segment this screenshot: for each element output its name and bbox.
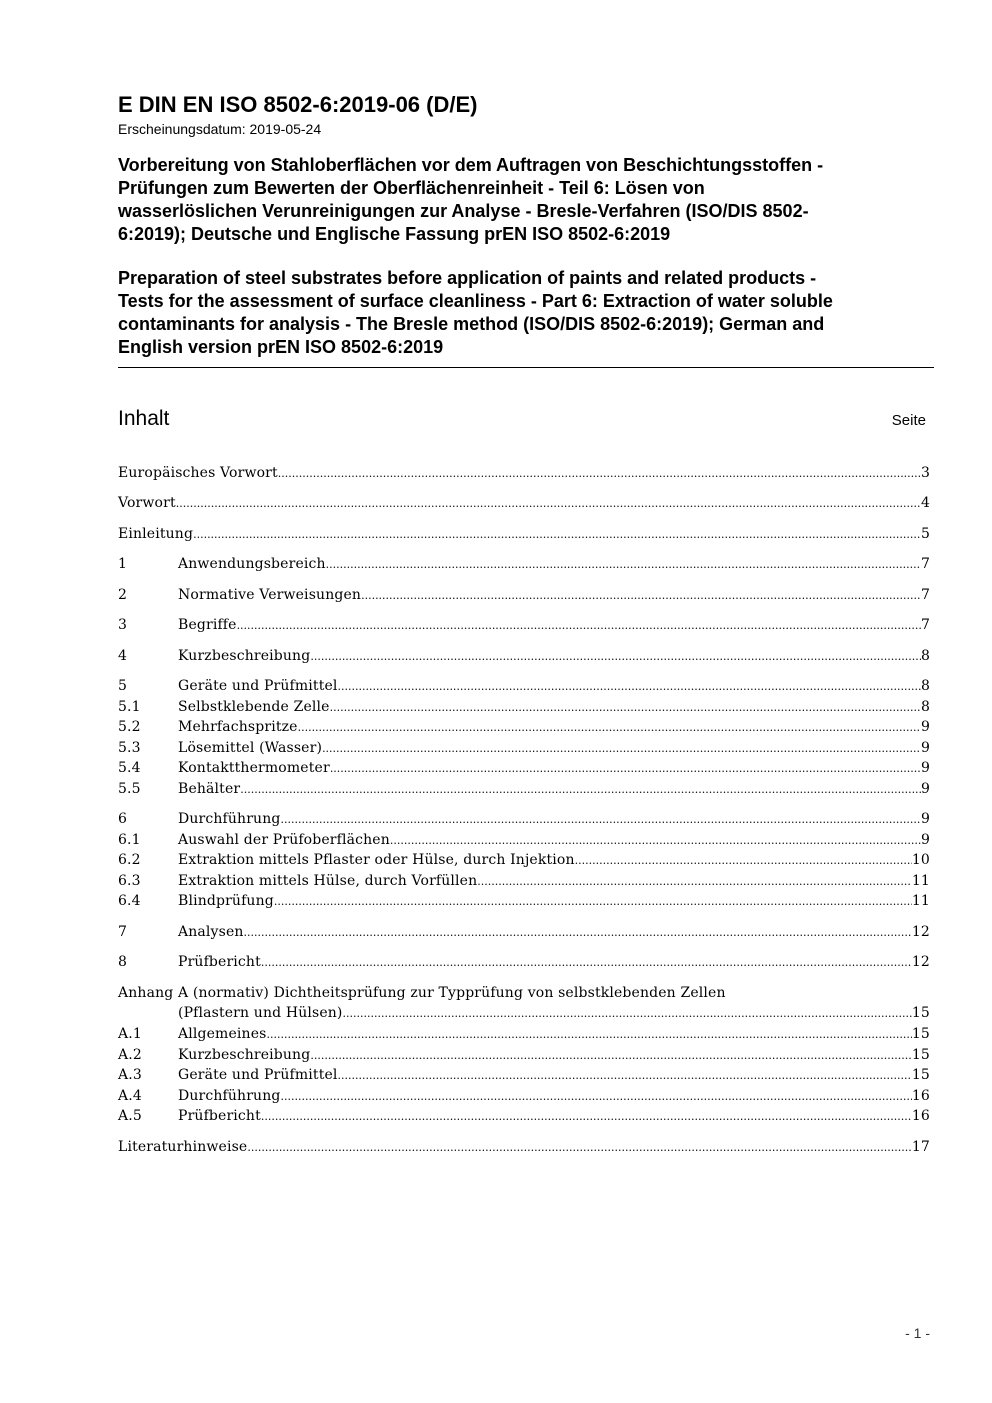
toc-entry[interactable] [118,872,930,891]
toc-entry-number: 7 [118,924,128,940]
page-number: - 1 - [905,1325,930,1341]
toc-entry-number: 4 [118,648,128,664]
toc-entry[interactable] [118,677,930,696]
toc-entry-title: Geräte und Prüfmittel [178,678,338,694]
toc-entry-number: 5.3 [118,740,141,756]
toc-entry-number: 8 [118,954,128,970]
title-german-line: Vorbereitung von Stahloberflächen vor dem Auftragen von Beschichtungsstoffen - [118,155,824,175]
toc-entry[interactable] [118,1138,930,1157]
toc-entry[interactable] [118,494,930,513]
toc-dot-leader [261,953,912,972]
toc-dot-leader [298,718,921,737]
title-german [118,154,934,246]
toc-entry[interactable] [118,616,930,635]
toc-dot-leader [310,647,921,666]
toc-dot-leader [193,525,921,544]
toc-entry[interactable] [118,464,930,483]
toc-entry-number: 5.5 [118,781,141,797]
toc-entry-page: 12 [911,954,930,970]
contents-heading: Inhalt [118,407,170,430]
toc-entry-number: 3 [118,617,128,633]
toc-entry-title: Prüfbericht [178,954,261,970]
toc-entry-number: A.2 [118,1047,142,1063]
toc-entry-number: 6 [118,811,128,827]
header-divider [118,367,934,368]
toc-entry-page: 9 [920,719,930,735]
toc-entry-page: 3 [920,465,930,481]
toc-dot-leader [330,698,921,717]
toc-entry[interactable] [118,586,930,605]
toc-entry-title: Kurzbeschreibung [178,1047,311,1063]
toc-entry[interactable] [118,739,930,758]
toc-entry-page: 7 [920,556,930,572]
toc-entry-number: A.1 [118,1026,142,1042]
toc-entry-title: (Pflastern und Hülsen) [178,1005,343,1021]
toc-entry-page: 10 [911,852,930,868]
toc-entry-page: 15 [911,1026,930,1042]
toc-dot-leader [244,923,912,942]
toc-entry-title: Allgemeines [178,1026,267,1042]
toc-entry-title: Kontaktthermometer [178,760,330,776]
toc-entry-number: 6.3 [118,873,141,889]
title-german-line: wasserlöslichen Verunreinigungen zur Analyse - Bresle-Verfahren (ISO/DIS 8502- [118,201,809,221]
toc-entry[interactable] [118,718,930,737]
toc-dot-leader [281,810,921,829]
title-english [118,267,934,359]
contents-header [118,406,926,436]
toc-entry-title: Lösemittel (Wasser) [178,740,323,756]
toc-entry-number: 6.2 [118,852,141,868]
toc-dot-leader [326,555,921,574]
toc-dot-leader [338,677,921,696]
toc-entry-page: 9 [920,740,930,756]
toc-entry-title: Anwendungsbereich [178,556,326,572]
toc-entry-page: 9 [920,832,930,848]
toc-entry-page: 15 [911,1047,930,1063]
toc-entry[interactable] [118,525,930,544]
toc-dot-leader [477,872,912,891]
toc-entry[interactable] [118,923,930,942]
toc-entry[interactable] [118,1046,930,1065]
toc-entry-title: Extraktion mittels Pflaster oder Hülse, durch Injektion [178,852,575,868]
toc-dot-leader [267,1025,912,1044]
toc-entry-page: 12 [911,924,930,940]
toc-entry-title: Kurzbeschreibung [178,648,311,664]
title-german-line: 6:2019); Deutsche und Englische Fassung prEN ISO 8502-6:2019 [118,224,671,244]
title-english-line: Tests for the assessment of surface cleanliness - Part 6: Extraction of water soluble [118,291,833,311]
toc-entry[interactable] [118,647,930,666]
title-german-line: Prüfungen zum Bewerten der Oberflächenreinheit - Teil 6: Lösen von [118,178,705,198]
toc-entry[interactable] [118,1107,930,1126]
toc-entry-page: 16 [911,1108,930,1124]
toc-entry-title: Einleitung [118,526,194,542]
toc-entry-title: Mehrfachspritze [178,719,298,735]
toc-dot-leader [361,586,921,605]
toc-entry-title: Blindprüfung [178,893,274,909]
title-english-line: English version prEN ISO 8502-6:2019 [118,337,444,357]
toc-entry-page: 9 [920,781,930,797]
toc-entry[interactable] [118,831,930,850]
toc-entry-page: 8 [920,648,930,664]
toc-entry-page: 11 [911,893,930,909]
toc-dot-leader [575,851,912,870]
toc-entry-title: Begriffe [178,617,237,633]
toc-entry[interactable] [118,1025,930,1044]
document-header [118,92,934,359]
toc-entry[interactable] [118,780,930,799]
toc-entry-page: 17 [911,1139,930,1155]
toc-dot-leader [343,1004,912,1023]
toc-entry-title: Selbstklebende Zelle [178,699,330,715]
toc-entry-page: 8 [920,678,930,694]
toc-entry[interactable] [118,851,930,870]
toc-dot-leader [390,831,921,850]
toc-dot-leader [281,1087,912,1106]
toc-entry-page: 16 [911,1088,930,1104]
toc-entry-title: Behälter [178,781,241,797]
toc-dot-leader [261,1107,912,1126]
toc-dot-leader [274,892,912,911]
toc-entry[interactable] [118,1087,930,1106]
toc-dot-leader [247,1138,912,1157]
toc-entry[interactable] [118,953,930,972]
toc-entry-title: Geräte und Prüfmittel [178,1067,338,1083]
toc-entry-title: Normative Verweisungen [178,587,362,603]
publication-date: Erscheinungsdatum: 2019-05-24 [118,121,322,137]
toc-entry-number: A.5 [118,1108,142,1124]
toc-entry-page: 9 [920,760,930,776]
toc-entry-page: 8 [920,699,930,715]
toc-entry[interactable] [118,759,930,778]
toc-entry-page: 11 [911,873,930,889]
toc-entry-page: 15 [911,1005,930,1021]
toc-entry-number: 1 [118,556,128,572]
toc-dot-leader [338,1066,912,1085]
toc-entry-title: Prüfbericht [178,1108,261,1124]
toc-entry-title: Extraktion mittels Hülse, durch Vorfüllen [178,873,478,889]
annex-heading[interactable]: Anhang A (normativ) Dichtheitsprüfung zur Typprüfung von selbstklebenden Zellen [118,985,726,1001]
toc-entry-page: 7 [920,587,930,603]
title-english-line: Preparation of steel substrates before application of paints and related products - [118,268,817,288]
toc-entry-page: 5 [920,526,930,542]
toc-entry-page: 9 [920,811,930,827]
page-column-label: Seite [891,412,926,429]
toc-dot-leader [322,739,921,758]
toc-dot-leader [310,1046,912,1065]
toc-entry-title: Vorwort [118,495,176,511]
toc-entry[interactable] [118,555,930,574]
toc-entry[interactable] [118,810,930,829]
toc-entry[interactable] [118,1004,930,1023]
toc-entry[interactable] [118,698,930,717]
toc-dot-leader [278,464,921,483]
toc-entry-title: Durchführung [178,811,281,827]
toc-dot-leader [240,780,921,799]
toc-entry-number: A.3 [118,1067,142,1083]
toc-entry-page: 4 [920,495,930,511]
toc-entry-title: Durchführung [178,1088,281,1104]
toc-entry-number: 6.1 [118,832,141,848]
toc-entry-page: 15 [911,1067,930,1083]
document-title: E DIN EN ISO 8502-6:2019-06 (D/E) [118,92,478,117]
toc-entry-title: Analysen [178,924,244,940]
toc-dot-leader [176,494,921,513]
toc-entry-number: 6.4 [118,893,141,909]
toc-entry-number: A.4 [118,1088,142,1104]
toc-entry-title: Europäisches Vorwort [118,465,278,481]
toc-entry-number: 5.4 [118,760,141,776]
toc-dot-leader [330,759,921,778]
toc-entry-number: 5.1 [118,699,141,715]
toc-dot-leader [237,616,921,635]
toc-entry-number: 5 [118,678,128,694]
toc-entry-page: 7 [920,617,930,633]
toc-entry[interactable] [118,1066,930,1085]
toc-entry-number: 5.2 [118,719,141,735]
toc-entry-title: Literaturhinweise [118,1139,248,1155]
title-english-line: contaminants for analysis - The Bresle method (ISO/DIS 8502-6:2019); German and [118,314,825,334]
toc-entry-number: 2 [118,587,128,603]
toc-entry[interactable] [118,892,930,911]
toc-entry-title: Auswahl der Prüfoberflächen [178,832,390,848]
